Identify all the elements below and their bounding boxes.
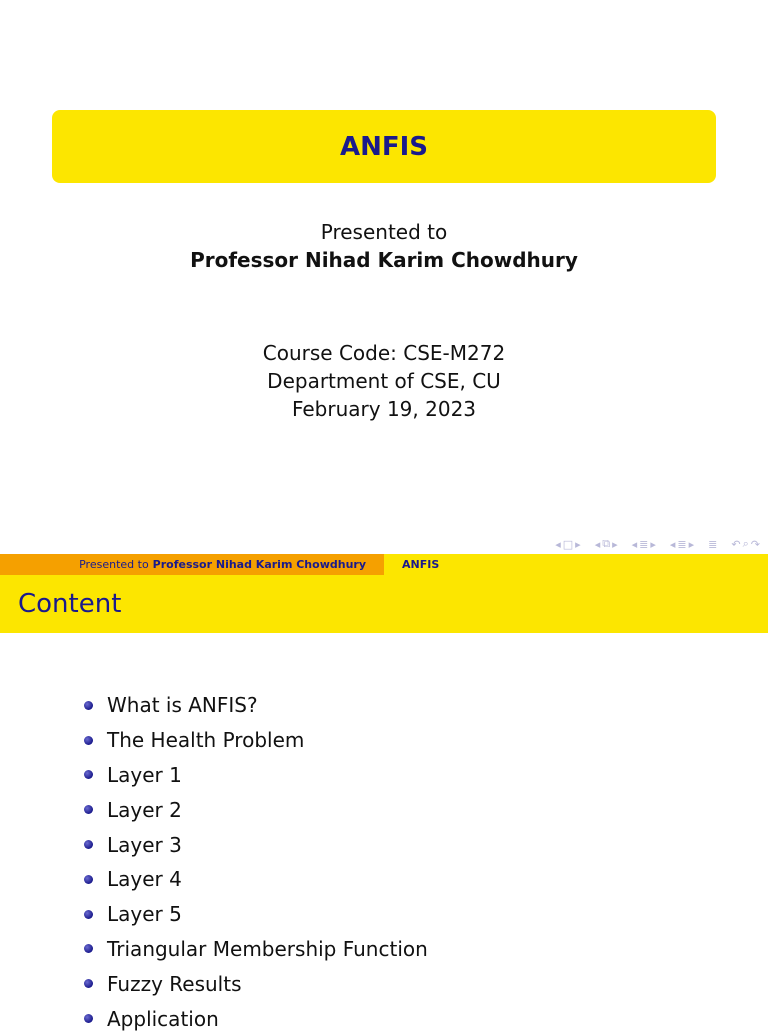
- content-item-label: Layer 5: [107, 902, 182, 927]
- slide-title: ANFIS: [339, 131, 429, 162]
- presenter-name: Professor Nihad Karim Chowdhury: [190, 248, 578, 272]
- presented-to-label: Presented to: [320, 220, 448, 244]
- bullet-icon: [84, 736, 93, 745]
- bullet-icon: [84, 944, 93, 953]
- nav-next-subsection-icon[interactable]: ▸: [650, 537, 656, 551]
- nav-subsection-icon[interactable]: ≣: [639, 537, 649, 551]
- content-list-item: [84, 897, 428, 932]
- content-item-label: Layer 3: [107, 832, 182, 857]
- bullet-icon: [84, 770, 93, 779]
- department: Department of CSE, CU: [267, 369, 501, 393]
- nav-next-slide-icon[interactable]: ▸: [575, 537, 581, 551]
- bullet-icon: [84, 805, 93, 814]
- nav-frame-icon[interactable]: ⧉: [602, 537, 611, 550]
- course-code: Course Code: CSE-M272: [262, 341, 506, 365]
- nav-forward-icon[interactable]: ↷: [750, 537, 760, 551]
- nav-next-section-icon[interactable]: ▸: [688, 537, 695, 551]
- bullet-icon: [84, 840, 93, 849]
- content-list-item: [84, 862, 428, 897]
- beamer-navigation: [555, 534, 760, 554]
- content-item-label: Layer 4: [107, 867, 182, 892]
- content-list-item: [84, 932, 428, 967]
- content-item-label: Layer 1: [107, 762, 182, 787]
- nav-search-icon[interactable]: ⌕: [742, 537, 749, 550]
- content-list-item: [84, 792, 428, 827]
- headline-title: ANFIS: [384, 554, 768, 575]
- nav-next-frame-icon[interactable]: ▸: [612, 537, 618, 551]
- bullet-icon: [84, 910, 93, 919]
- nav-document-icon[interactable]: ≣: [708, 537, 718, 551]
- nav-prev-frame-icon[interactable]: ◂: [594, 537, 601, 551]
- headline-author: [0, 554, 384, 575]
- frame-title: Content: [0, 575, 768, 633]
- content-item-label: Layer 2: [107, 797, 182, 822]
- content-item-label: Triangular Membership Function: [107, 936, 428, 961]
- bullet-icon: [84, 875, 93, 884]
- content-item-label: Application: [107, 1006, 219, 1031]
- content-list-item: [84, 723, 428, 758]
- date: February 19, 2023: [291, 397, 477, 421]
- nav-back-icon[interactable]: ↶: [731, 537, 741, 551]
- headline-bar: [0, 554, 768, 575]
- content-list: [84, 688, 428, 1036]
- nav-prev-subsection-icon[interactable]: ◂: [631, 537, 638, 551]
- headline-presenter: Professor Nihad Karim Chowdhury: [152, 558, 366, 571]
- bullet-icon: [84, 979, 93, 988]
- content-item-label: Fuzzy Results: [107, 971, 242, 996]
- content-list-item: [84, 966, 428, 1001]
- nav-prev-section-icon[interactable]: ◂: [669, 537, 676, 551]
- content-item-label: What is ANFIS?: [107, 693, 258, 718]
- content-item-label: The Health Problem: [107, 728, 305, 753]
- nav-prev-slide-icon[interactable]: ◂: [555, 537, 561, 551]
- content-list-item: [84, 688, 428, 723]
- bullet-icon: [84, 1014, 93, 1023]
- content-list-item: [84, 1001, 428, 1036]
- nav-slide-icon[interactable]: □: [562, 537, 574, 551]
- title-block: [52, 110, 716, 183]
- content-list-item: [84, 827, 428, 862]
- nav-section-icon[interactable]: ≣: [677, 537, 687, 551]
- headline-presented-to: Presented to: [79, 558, 149, 571]
- bullet-icon: [84, 701, 93, 710]
- content-list-item: [84, 758, 428, 793]
